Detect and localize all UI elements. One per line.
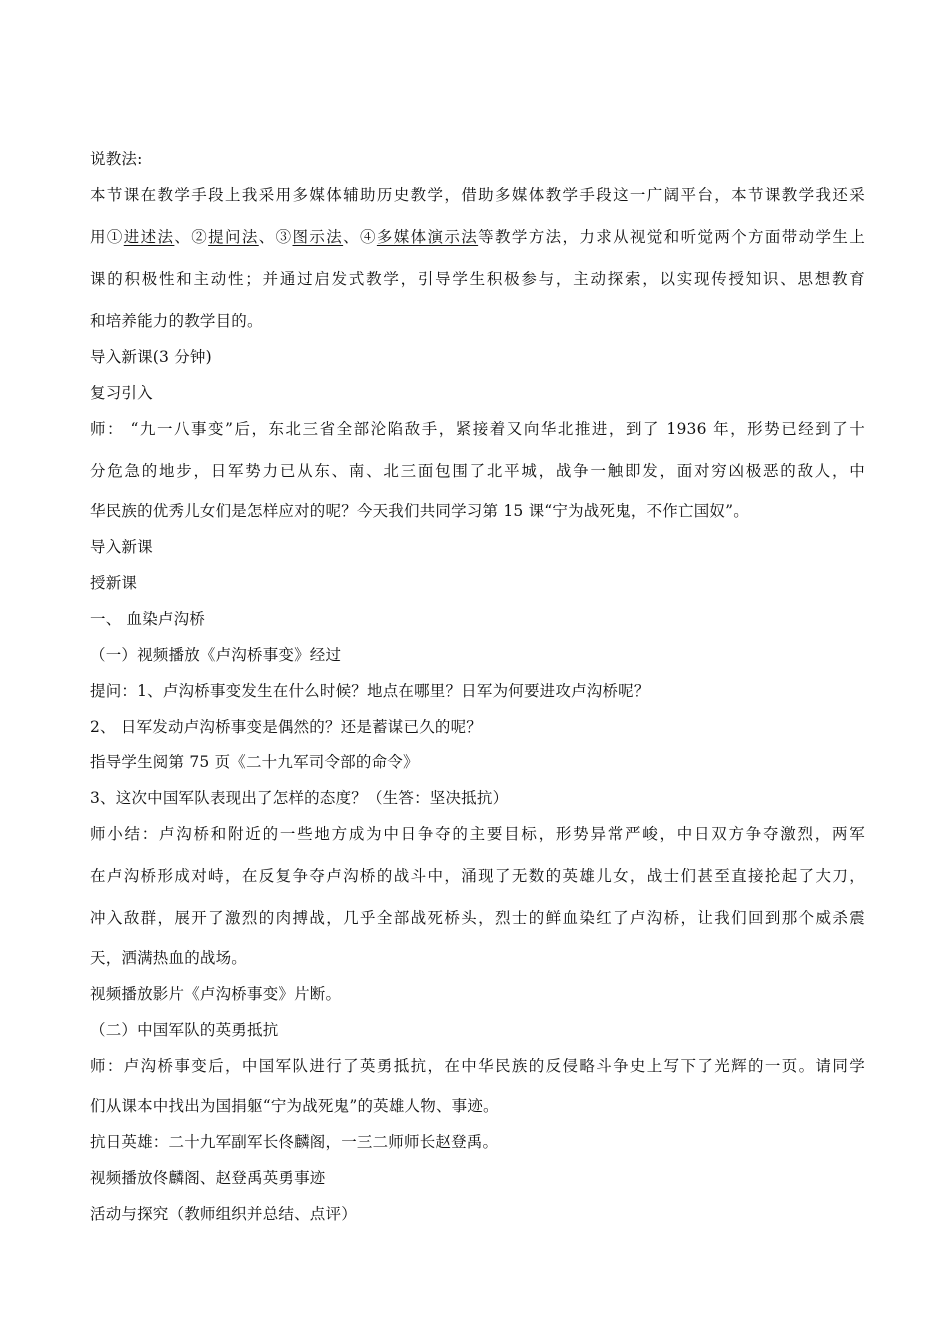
- question-1: 提问：1、卢沟桥事变发生在什么时候？地点在哪里？日军为何要进攻卢沟桥呢？: [90, 682, 650, 700]
- summary-line3: 冲入敌群，展开了激烈的肉搏战，几乎全部战死桥头，烈士的鲜血染红了卢沟桥，让我们回到那个威杀震: [90, 909, 865, 927]
- para3-line2: 们从课本中找出为国捐躯“宁为战死鬼”的英雄人物、事迹。: [90, 1097, 499, 1115]
- method-diagram: 图示法: [292, 228, 344, 246]
- question-3: 3、这次中国军队表现出了怎样的态度？（生答：坚决抵抗）: [90, 789, 509, 807]
- guide-reading: 指导学生阅第 75 页《二十九军司令部的命令》: [90, 753, 419, 771]
- para2-line2: 分危急的地步，日军势力已从东、南、北三面包围了北平城，战争一触即发，面对穷凶极恶的敌人，中: [90, 462, 865, 480]
- video-heroes-line: 视频播放佟麟阁、赵登禹英勇事迹: [90, 1169, 326, 1187]
- method-questioning: 提问法: [208, 228, 259, 246]
- para3-line1: 师：卢沟桥事变后，中国军队进行了英勇抵抗，在中华民族的反侵略斗争史上写下了光辉的一页。请同学: [90, 1057, 865, 1075]
- summary-line1: 师小结：卢沟桥和附近的一些地方成为中日争夺的主要目标，形势异常严峻，中日双方争夺激烈，两军: [90, 825, 865, 843]
- teach-lesson-heading: 授新课: [90, 574, 138, 592]
- heading-teaching-method: 说教法:: [90, 150, 143, 168]
- heroes-line: 抗日英雄：二十九军副军长佟麟阁，一三二师师长赵登禹。: [90, 1133, 499, 1151]
- para2-line1: 师： “九一八事变”后，东北三省全部沦陷敌手，紧接着又向华北推进，到了 1936 年，形势已经到了十: [90, 420, 865, 438]
- question-2: 2、 日军发动卢沟桥事变是偶然的？还是蓄谋已久的呢？: [90, 718, 482, 736]
- para1-line2: 用①进述法、②提问法、③图示法、④多媒体演示法等教学方法，力求从视觉和听觉两个方面带动学生上: [90, 228, 865, 246]
- sub2-heading: （二）中国军队的英勇抵抗: [90, 1021, 279, 1039]
- para1-line4: 和培养能力的教学目的。: [90, 312, 263, 330]
- method-multimedia: 多媒体演示法: [376, 228, 479, 246]
- intro-new-lesson-heading: 导入新课(3 分钟): [90, 348, 212, 366]
- summary-line2: 在卢沟桥形成对峙，在反复争夺卢沟桥的战斗中，涌现了无数的英雄儿女，战士们甚至直接抡起了大刀，: [90, 867, 865, 885]
- intro-lesson-heading: 导入新课: [90, 538, 153, 556]
- sub1-heading: （一）视频播放《卢沟桥事变》经过: [90, 646, 342, 664]
- para1-line3: 课的积极性和主动性；并通过启发式教学，引导学生积极参与，主动探索，以实现传授知识、思想教育: [90, 270, 865, 288]
- section1-heading: 一、 血染卢沟桥: [90, 610, 206, 628]
- activity-line: 活动与探究（教师组织并总结、点评）: [90, 1205, 357, 1223]
- method-lecture: 进述法: [123, 228, 175, 246]
- para1-line1: 本节课在教学手段上我采用多媒体辅助历史教学，借助多媒体教学手段这一广阔平台，本节课教学我还采: [90, 186, 865, 204]
- summary-line4: 天，洒满热血的战场。: [90, 949, 248, 967]
- review-intro-heading: 复习引入: [90, 384, 153, 402]
- para2-line3: 华民族的优秀儿女们是怎样应对的呢？今天我们共同学习第 15 课“宁为战死鬼，不作亡国奴”。: [90, 502, 749, 520]
- video-clip-note: 视频播放影片《卢沟桥事变》片断。: [90, 985, 342, 1003]
